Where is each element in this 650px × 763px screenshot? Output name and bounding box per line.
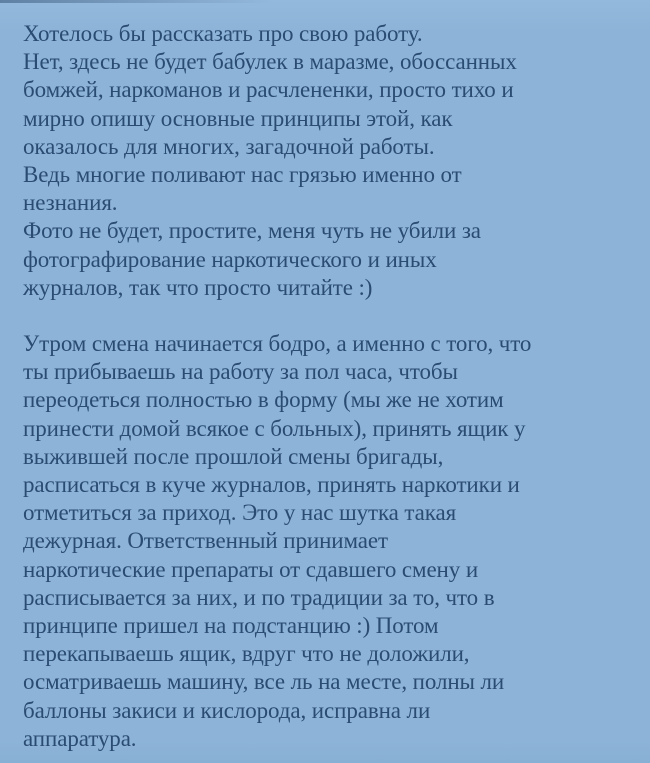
text-line: мирно опишу основные принципы этой, как: [23, 105, 453, 131]
text-line: Ведь многие поливают нас грязью именно от: [23, 161, 462, 187]
text-line: дежурная. Ответственный принимает: [23, 528, 388, 554]
text-line: принципе пришел на подстанцию :) Потом: [23, 612, 439, 638]
text-line: оказалось для многих, загадочной работы.: [23, 133, 435, 159]
text-line: выжившей после прошлой смены бригады,: [23, 443, 444, 469]
text-line: аппаратура.: [23, 725, 137, 751]
text-line: фотографирование наркотического и иных: [23, 246, 437, 272]
text-line: Хотелось бы рассказать про свою работу.: [23, 21, 423, 46]
text-line: бомжей, наркоманов и расчлененки, просто тихо и: [23, 77, 514, 103]
text-line: баллоны закиси и кислорода, исправна ли: [23, 697, 431, 723]
text-line: Утром смена начинается бодро, а именно с того, что: [23, 331, 532, 357]
text-line: наркотические препараты от сдавшего смену и: [23, 556, 479, 582]
text-line: расписаться в куче журналов, принять наркотики и: [23, 472, 520, 497]
text-line: журналов, так что просто читайте :): [23, 274, 373, 300]
text-line: принести домой всякое с больных), принять ящик у: [23, 415, 526, 441]
text-line: отметиться за приход. Это у нас шутка такая: [23, 500, 457, 526]
text-line: перекапываешь ящик, вдруг что не доложили,: [23, 641, 470, 667]
text-line: расписывается за них, и по традиции за то, что в: [23, 584, 495, 610]
text-line: переодеться полностью в форму (мы же не хотим: [23, 387, 504, 413]
text-line: ты прибываешь на работу за пол часа, чтобы: [23, 359, 458, 385]
post-text: [23, 20, 640, 753]
text-line: осматриваешь машину, все ль на месте, полны ли: [23, 669, 505, 695]
blank-line: [23, 302, 640, 330]
text-line: Фото не будет, простите, меня чуть не убили за: [23, 218, 481, 244]
cutoff-previous-content: [0, 0, 273, 3]
text-line: незнания.: [23, 190, 118, 216]
text-line: Нет, здесь не будет бабулек в маразме, обоссанных: [23, 49, 517, 75]
